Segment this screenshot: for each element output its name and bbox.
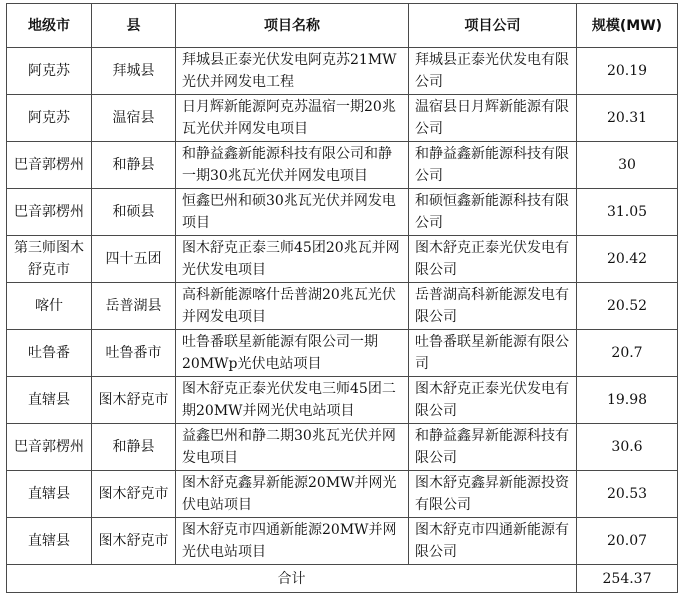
cell-project-company: 图木舒克市四通新能源有限公司 <box>409 518 577 565</box>
table-row <box>7 330 678 377</box>
cell-project-company: 图木舒克正泰光伏发电有限公司 <box>409 236 577 283</box>
header-city: 地级市 <box>7 4 92 48</box>
cell-project-name: 图木舒克市四通新能源20MW并网光伏电站项目 <box>176 518 409 565</box>
cell-county: 和硕县 <box>92 189 176 236</box>
table-row <box>7 95 678 142</box>
cell-county: 四十五团 <box>92 236 176 283</box>
cell-project-name: 拜城县正泰光伏发电阿克苏21MW光伏并网发电工程 <box>176 48 409 95</box>
cell-project-name: 恒鑫巴州和硕30兆瓦光伏并网发电项目 <box>176 189 409 236</box>
header-project-company: 项目公司 <box>409 4 577 48</box>
table-total-row <box>7 565 678 593</box>
table-row <box>7 424 678 471</box>
table-header-row <box>7 4 678 48</box>
header-scale: 规模(MW) <box>577 4 678 48</box>
cell-city: 喀什 <box>7 283 92 330</box>
cell-county: 吐鲁番市 <box>92 330 176 377</box>
cell-project-company: 和静益鑫昇新能源科技有限公司 <box>409 424 577 471</box>
cell-project-company: 图木舒克正泰光伏发电有限公司 <box>409 377 577 424</box>
cell-scale: 20.19 <box>577 48 678 95</box>
cell-project-name: 高科新能源喀什岳普湖20兆瓦光伏并网发电项目 <box>176 283 409 330</box>
cell-city: 直辖县 <box>7 377 92 424</box>
cell-county: 和静县 <box>92 424 176 471</box>
cell-county: 拜城县 <box>92 48 176 95</box>
cell-city: 巴音郭楞州 <box>7 142 92 189</box>
cell-scale: 20.31 <box>577 95 678 142</box>
cell-scale: 30 <box>577 142 678 189</box>
cell-project-company: 温宿县日月辉新能源有限公司 <box>409 95 577 142</box>
table-row <box>7 48 678 95</box>
cell-county: 温宿县 <box>92 95 176 142</box>
table-row <box>7 236 678 283</box>
project-table-container <box>6 3 678 593</box>
project-table <box>6 3 678 593</box>
cell-scale: 20.42 <box>577 236 678 283</box>
total-value: 254.37 <box>577 565 678 593</box>
cell-scale: 19.98 <box>577 377 678 424</box>
cell-scale: 20.52 <box>577 283 678 330</box>
cell-city: 巴音郭楞州 <box>7 189 92 236</box>
cell-scale: 30.6 <box>577 424 678 471</box>
cell-project-company: 和硕恒鑫新能源科技有限公司 <box>409 189 577 236</box>
cell-scale: 20.53 <box>577 471 678 518</box>
table-row <box>7 471 678 518</box>
cell-project-company: 吐鲁番联星新能源有限公司 <box>409 330 577 377</box>
cell-county: 图木舒克市 <box>92 518 176 565</box>
header-county: 县 <box>92 4 176 48</box>
cell-project-name: 日月辉新能源阿克苏温宿一期20兆瓦光伏并网发电项目 <box>176 95 409 142</box>
cell-project-name: 和静益鑫新能源科技有限公司和静一期30兆瓦光伏并网发电项目 <box>176 142 409 189</box>
cell-county: 岳普湖县 <box>92 283 176 330</box>
cell-city: 第三师图木舒克市 <box>7 236 92 283</box>
total-label: 合计 <box>7 565 577 593</box>
cell-city: 直辖县 <box>7 518 92 565</box>
cell-city: 阿克苏 <box>7 95 92 142</box>
cell-county: 图木舒克市 <box>92 377 176 424</box>
cell-project-company: 图木舒克鑫昇新能源投资有限公司 <box>409 471 577 518</box>
cell-county: 图木舒克市 <box>92 471 176 518</box>
cell-project-name: 图木舒克鑫昇新能源20MW并网光伏电站项目 <box>176 471 409 518</box>
cell-project-name: 图木舒克正泰光伏发电三师45团二期20MW并网光伏电站项目 <box>176 377 409 424</box>
cell-scale: 20.07 <box>577 518 678 565</box>
table-row <box>7 283 678 330</box>
cell-project-company: 拜城县正泰光伏发电有限公司 <box>409 48 577 95</box>
cell-project-name: 益鑫巴州和静二期30兆瓦光伏并网发电项目 <box>176 424 409 471</box>
table-row <box>7 189 678 236</box>
header-project-name: 项目名称 <box>176 4 409 48</box>
cell-project-name: 吐鲁番联星新能源有限公司一期20MWp光伏电站项目 <box>176 330 409 377</box>
cell-scale: 20.7 <box>577 330 678 377</box>
cell-project-company: 和静益鑫新能源科技有限公司 <box>409 142 577 189</box>
cell-scale: 31.05 <box>577 189 678 236</box>
cell-project-name: 图木舒克正泰三师45团20兆瓦并网光伏发电项目 <box>176 236 409 283</box>
table-row <box>7 377 678 424</box>
cell-project-company: 岳普湖高科新能源发电有限公司 <box>409 283 577 330</box>
cell-city: 吐鲁番 <box>7 330 92 377</box>
cell-county: 和静县 <box>92 142 176 189</box>
table-row <box>7 142 678 189</box>
table-row <box>7 518 678 565</box>
cell-city: 直辖县 <box>7 471 92 518</box>
cell-city: 巴音郭楞州 <box>7 424 92 471</box>
cell-city: 阿克苏 <box>7 48 92 95</box>
